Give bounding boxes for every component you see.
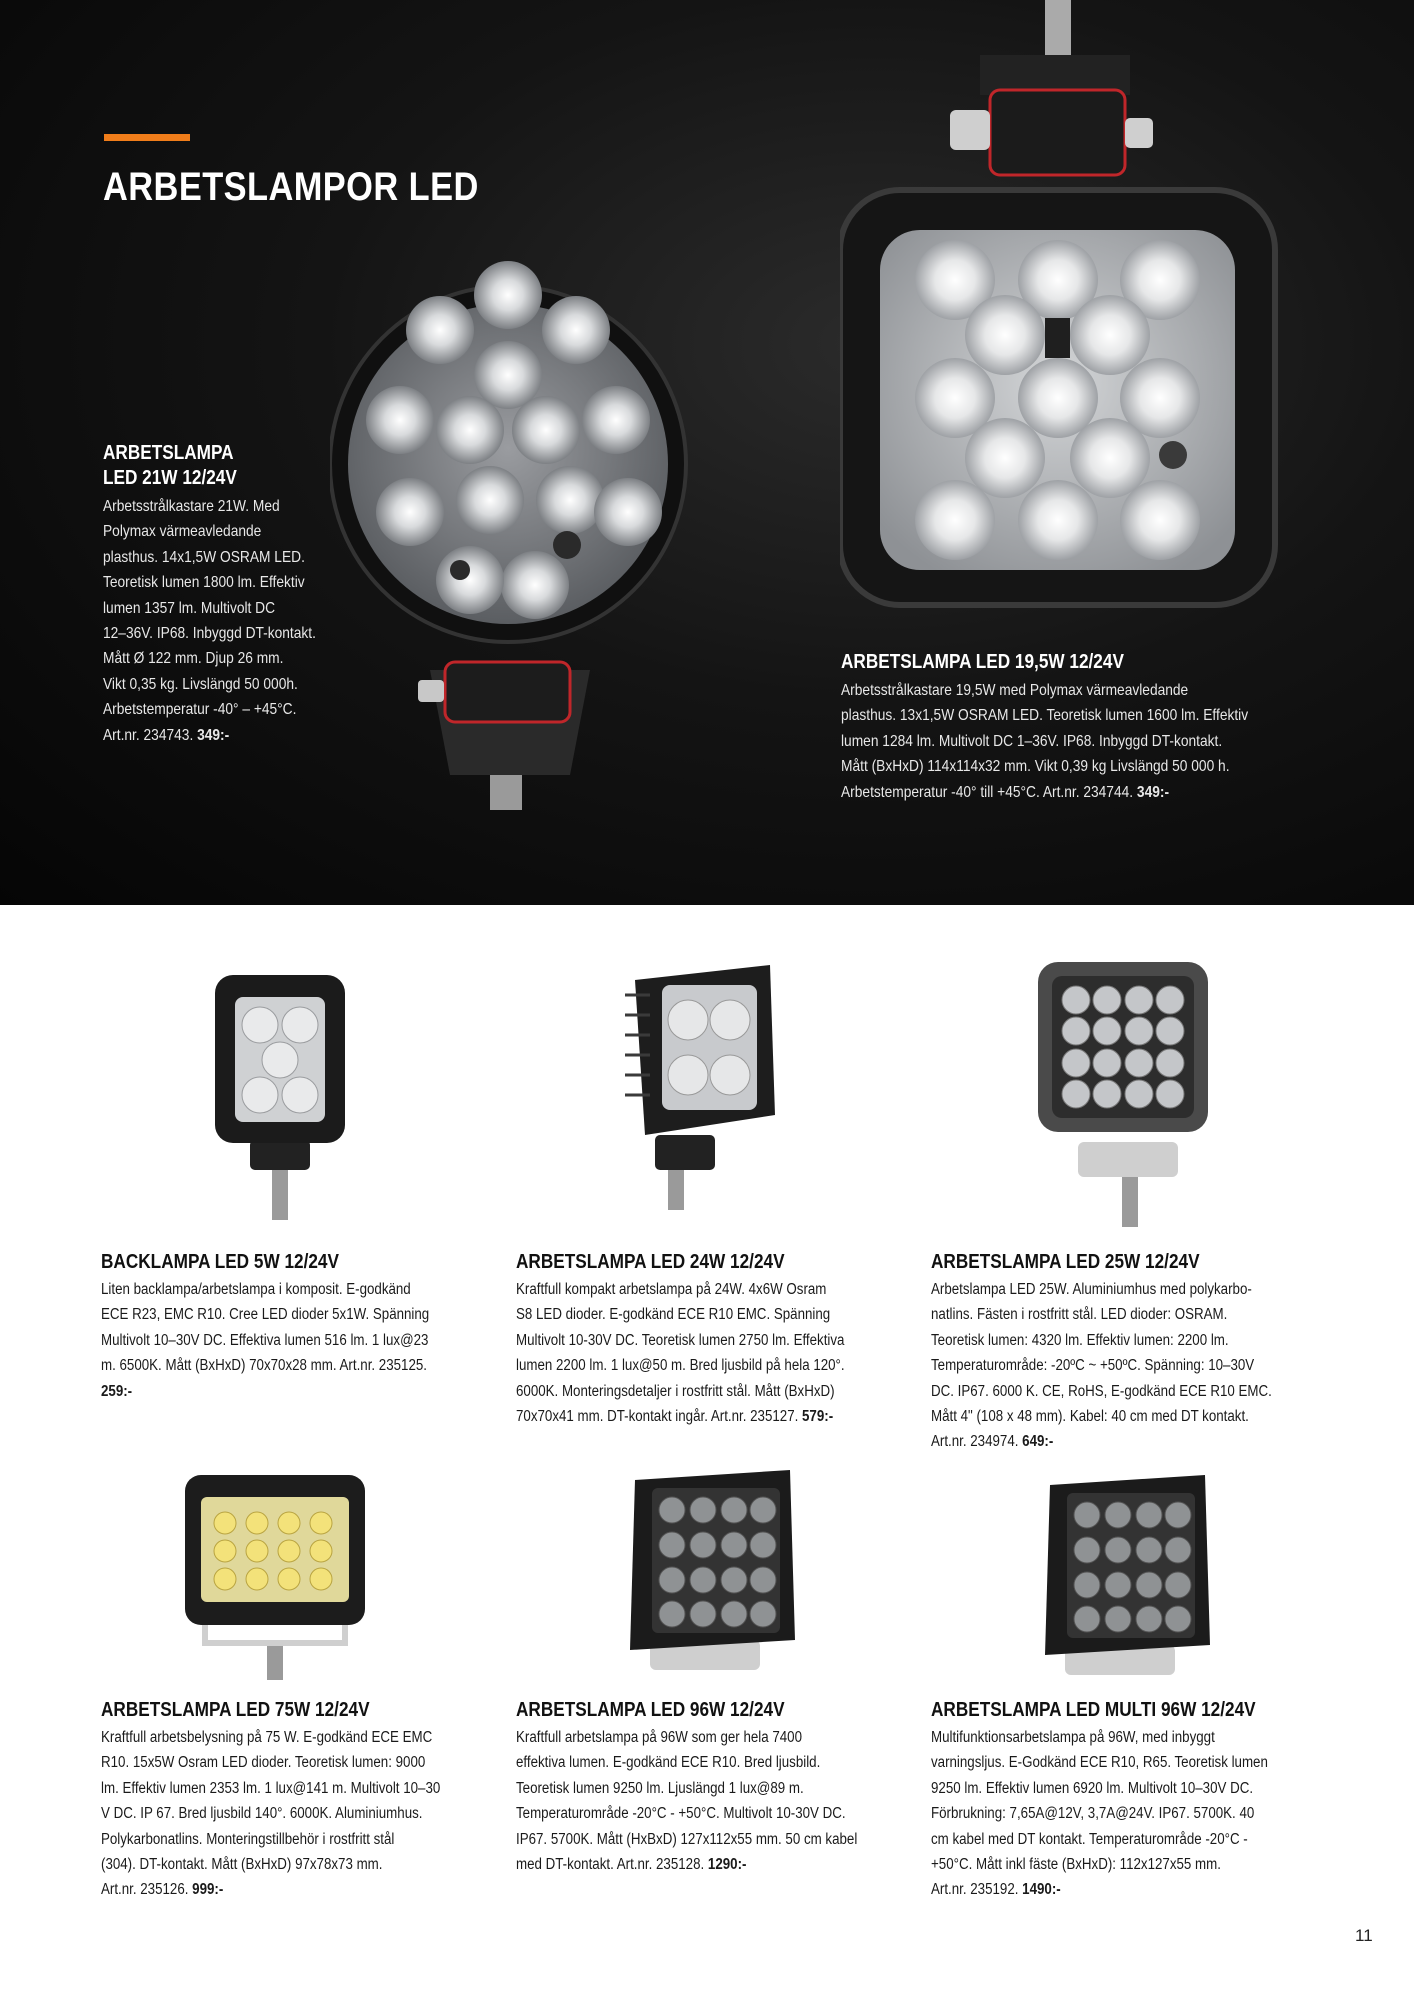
product-arbetslampa-24w [516,1249,901,1429]
product-price: 999:- [192,1881,224,1899]
featured-2-price: 349:- [1136,783,1170,801]
product-description: Liten backlampa/arbetslampa i komposit. E-godkänd ECE R23, EMC R10. Cree LED dioder 5x1W. Spänning Multivolt 10–30V DC. Effektiva lumen 516 lm. 1 lux@23 m. 6500K. Mått (BxHxD) 70x70x28 mm. Art.nr. 235125. 259:- [101,1281,430,1400]
product-description: Kraftfull kompakt arbetslampa på 24W. 4x6W Osram S8 LED dioder. E-godkänd ECE R10 EMC. Spänning Multivolt 10-30V DC. Teoretisk lumen 2750 lm. Effektiva lumen 2200 lm. 1 lux@50 m. Bred ljusbild på hela 120°. 6000K. Monteringsdetaljer i rostfritt stål. Mått (BxHxD) 70x70x41 mm. DT-kontakt ingår. Art.nr. 235127. 579:- [516,1281,845,1426]
product-title: ARBETSLAMPA LED 24W 12/24V [516,1251,785,1273]
arbetslampa-24w-image [620,965,780,1215]
product-arbetslampa-25w [931,1249,1316,1455]
featured-2-title: ARBETSLAMPA LED 19,5W 12/24V [841,651,1124,673]
product-title: ARBETSLAMPA LED MULTI 96W 12/24V [931,1699,1256,1721]
page-number: 11 [1355,1926,1373,1945]
arbetslampa-75w-image [185,1475,365,1680]
featured-1-title: ARBETSLAMPA LED 21W 12/24V [103,442,237,489]
featured-2-description: Arbetsstrålkastare 19,5W med Polymax värmeavledande plasthus. 13x1,5W OSRAM LED. Teoretisk lumen 1600 lm. Effektiv lumen 1284 lm. Multivolt DC 1–36V. IP68. Inbyggd DT-kontakt. Mått (BxHxD) 114x114x32 mm. Vikt 0,39 kg Livslängd 50 000 h. Arbetstemperatur -40° till +45°C. Art.nr. 234744. 349:- [841,682,1249,801]
product-title: ARBETSLAMPA LED 75W 12/24V [101,1699,370,1721]
product-price: 259:- [101,1382,133,1400]
featured-1-description: Arbetsstrålkastare 21W. Med Polymax värmeavledande plasthus. 14x1,5W OSRAM LED. Teoretisk lumen 1800 lm. Effektiv lumen 1357 lm. Multivolt DC 12–36V. IP68. Inbyggd DT-kontakt. Mått Ø 122 mm. Djup 26 mm. Vikt 0,35 kg. Livslängd 50 000h. Arbetstemperatur -40° – +45°C. Art.nr. 234743. 349:- [103,498,316,744]
product-price: 1490:- [1022,1881,1061,1899]
page-title: ARBETSLAMPOR LED [103,165,479,209]
product-title: ARBETSLAMPA LED 25W 12/24V [931,1251,1200,1273]
product-description: Kraftfull arbetslampa på 96W som ger hela 7400 effektiva lumen. E-godkänd ECE R10. Bred ljusbild. Teoretisk lumen 9250 lm. Ljuslängd 1 lux@89 m. Temperaturområde -20°C - +50°C. Multivolt 10-30V DC. IP67. 5700K. Mått (HxBxD) 127x112x55 mm. 50 cm kabel med DT-kontakt. Art.nr. 235128. 1290:- [516,1729,858,1874]
product-title: BACKLAMPA LED 5W 12/24V [101,1251,339,1273]
product-price: 1290:- [707,1856,747,1874]
product-description: Arbetslampa LED 25W. Aluminiumhus med polykarbo- natlins. Fästen i rostfritt stål. LED dioder: OSRAM. Teoretisk lumen: 4320 lm. Effektiv lumen: 2200 lm. Temperaturområde: -20ºC ~ +50ºC. Spänning: 10–30V DC. IP67. 6000 K. CE, RoHS, E-godkänd ECE R10 EMC. Mått 4" (108 x 48 mm). Kabel: 40 cm med DT kontakt. Art.nr. 234974. 649:- [931,1281,1272,1451]
product-price: 649:- [1022,1433,1054,1451]
product-arbetslampa-75w [101,1697,486,1903]
backlampa-5w-image [215,975,345,1220]
product-backlampa-5w [101,1249,486,1404]
product-price: 579:- [802,1408,834,1426]
arbetslampa-multi-96w-image [1035,1475,1210,1680]
product-title: ARBETSLAMPA LED 96W 12/24V [516,1699,785,1721]
square-work-lamp-image [840,0,1280,630]
product-description: Multifunktionsarbetslampa på 96W, med inbyggt varningsljus. E-Godkänd ECE R10, R65. Teoretisk lumen 9250 lm. Effektiv lumen 6920 lm. Multivolt 10–30V DC. Förbrukning: 7,65A@12V, 3,7A@24V. IP67. 5700K. 40 cm kabel med DT kontakt. Temperaturområde -20°C - +50°C. Mått inkl fäste (BxHxD): 112x127x55 mm. Art.nr. 235192. 1490:- [931,1729,1268,1899]
featured-product-1 [103,441,403,748]
arbetslampa-25w-image [1038,962,1208,1227]
product-arbetslampa-multi-96w [931,1697,1316,1903]
accent-bar [104,134,190,141]
hero-banner [0,0,1414,905]
product-arbetslampa-96w [516,1697,901,1877]
featured-1-price: 349:- [197,726,230,744]
product-description: Kraftfull arbetsbelysning på 75 W. E-godkänd ECE EMC R10. 15x5W Osram LED dioder. Teoretisk lumen: 9000 lm. Effektiv lumen 2353 lm. 1 lux@141 m. Multivolt 10–30 V DC. IP 67. Bred ljusbild 140°. 6000K. Aluminiumhus. Polykarbonatlins. Monteringstillbehör i rostfritt stål (304). DT-kontakt. Mått (BxHxD) 97x78x73 mm. Art.nr. 235126. 999:- [101,1729,441,1899]
arbetslampa-96w-image [620,1470,795,1675]
featured-product-2 [841,650,1361,805]
